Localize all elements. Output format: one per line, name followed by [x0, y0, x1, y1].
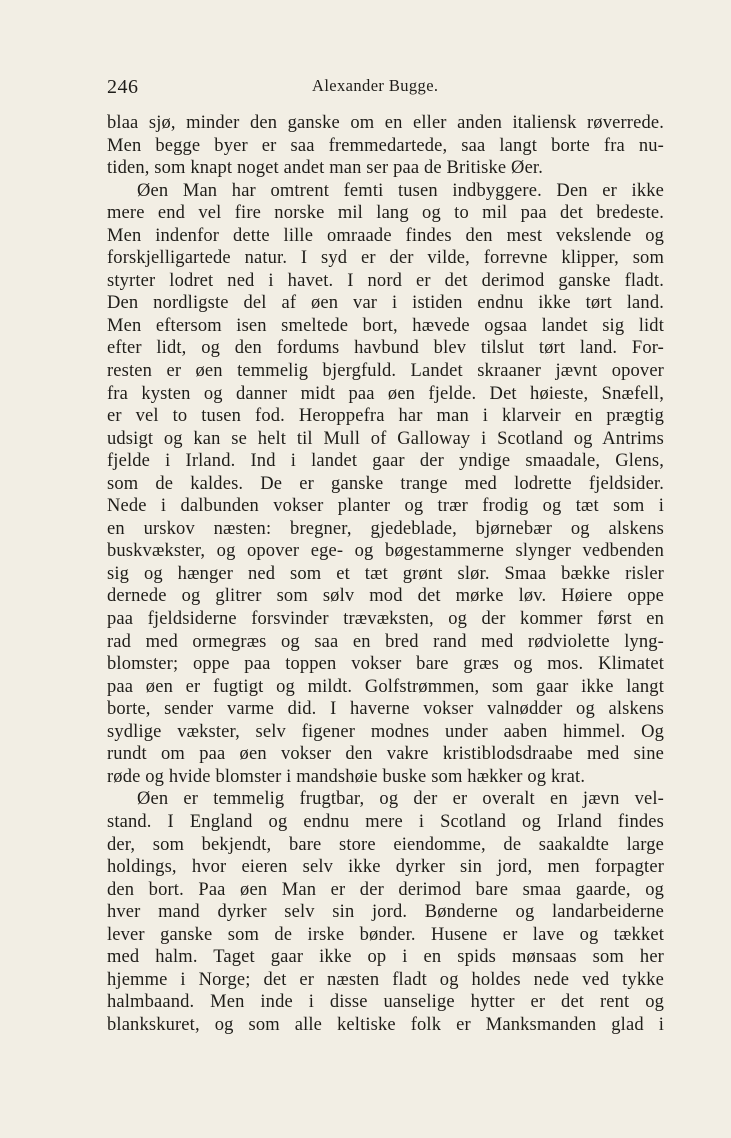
text-line: fra kysten og danner midt paa øen fjelde. Det høieste, Snæfell,	[107, 383, 664, 404]
text-line: dernede og glitrer som sølv mod det mørke løv. Høiere oppe	[107, 586, 664, 607]
paragraph-first-line: Øen Man har omtrent femti tusen indbyggere. Den er ikke	[137, 180, 664, 201]
text-line: en urskov næsten: bregner, gjedeblade, bjørnebær og alskens	[107, 518, 664, 539]
page-number: 246	[107, 76, 139, 98]
text-line: Men indenfor dette lille omraade findes den mest vekslende og	[107, 225, 664, 246]
text-line: halmbaand. Men inde i disse uanselige hytter er det rent og	[107, 992, 664, 1013]
text-line: rad med ormegræs og saa en bred rand med rødviolette lyng-	[107, 631, 664, 652]
text-line: Den nordligste del af øen var i istiden endnu ikke tørt land.	[107, 293, 664, 314]
text-line: som de kaldes. De er ganske trange med lodrette fjeldsider.	[107, 473, 664, 494]
text-line: hjemme i Norge; det er næsten fladt og holdes nede ved tykke	[107, 969, 664, 990]
text-line: blankskuret, og som alle keltiske folk er Manksmanden glad i	[107, 1014, 664, 1035]
text-line: borte, sender varme did. I haverne vokser valnødder og alskens	[107, 699, 664, 720]
text-line: blomster; oppe paa toppen vokser bare græs og mos. Klimatet	[107, 654, 664, 675]
text-line: er vel to tusen fod. Heroppefra har man i klarveir en prægtig	[107, 406, 664, 427]
text-line: lever ganske som de irske bønder. Husene er lave og tækket	[107, 924, 664, 945]
text-line: hver mand dyrker selv sin jord. Bønderne og landarbeiderne	[107, 902, 664, 923]
text-line: forskjelligartede natur. I syd er der vilde, forrevne klipper, som	[107, 248, 664, 269]
text-line: holdings, hvor eieren selv ikke dyrker sin jord, men forpagter	[107, 857, 664, 878]
running-head: Alexander Bugge.	[312, 76, 439, 95]
text-line: rundt om paa øen vokser den vakre kristiblodsdraabe med sine	[107, 744, 664, 765]
text-line: styrter lodret ned i havet. I nord er det derimod ganske fladt.	[107, 270, 664, 291]
text-line: mere end vel fire norske mil lang og to mil paa det bredeste.	[107, 203, 664, 224]
text-line: efter lidt, og den fordums havbund blev tilslut tørt land. For-	[107, 338, 664, 359]
text-line: paa fjeldsiderne forsvinder trævæksten, og der kommer først en	[107, 609, 664, 630]
text-line: med halm. Taget gaar ikke op i en spids mønsaas som her	[107, 947, 664, 968]
text-line: buskvækster, og opover ege- og bøgestammerne slynger vedbenden	[107, 541, 664, 562]
text-line: sydlige vækster, selv figener modnes under aaben himmel. Og	[107, 721, 664, 742]
paragraph-first-line: Øen er temmelig frugtbar, og der er overalt en jævn vel-	[137, 789, 664, 810]
text-line: Men eftersom isen smeltede bort, hævede ogsaa landet sig lidt	[107, 315, 664, 336]
text-line: fjelde i Irland. Ind i landet gaar der yndige smaadale, Glens,	[107, 451, 664, 472]
text-line: paa øen er fugtigt og mildt. Golfstrømmen, som gaar ikke langt	[107, 676, 664, 697]
text-line: der, som bekjendt, bare store eiendomme, de saakaldte large	[107, 834, 664, 855]
text-line: den bort. Paa øen Man er der derimod bare smaa gaarde, og	[107, 879, 664, 900]
text-line: resten er øen temmelig bjergfuld. Landet skraaner jævnt opover	[107, 361, 664, 382]
text-line: røde og hvide blomster i mandshøie buske som hækker og krat.	[107, 766, 586, 787]
text-line: udsigt og kan se helt til Mull of Galloway i Scotland og Antrims	[107, 428, 664, 449]
text-line: blaa sjø, minder den ganske om en eller anden italiensk røverrede.	[107, 113, 664, 133]
body-text	[107, 112, 664, 1036]
text-line: Men begge byer er saa fremmedartede, saa langt borte fra nu-	[107, 135, 664, 156]
text-line: Nede i dalbunden vokser planter og trær frodig og tæt som i	[107, 496, 664, 517]
text-line: tiden, som knapt noget andet man ser paa de Britiske Øer.	[107, 158, 543, 179]
text-line: sig og hænger ned som et tæt grønt slør. Smaa bække risler	[107, 563, 664, 584]
text-line: stand. I England og endnu mere i Scotland og Irland findes	[107, 811, 664, 832]
page-header	[107, 76, 662, 100]
